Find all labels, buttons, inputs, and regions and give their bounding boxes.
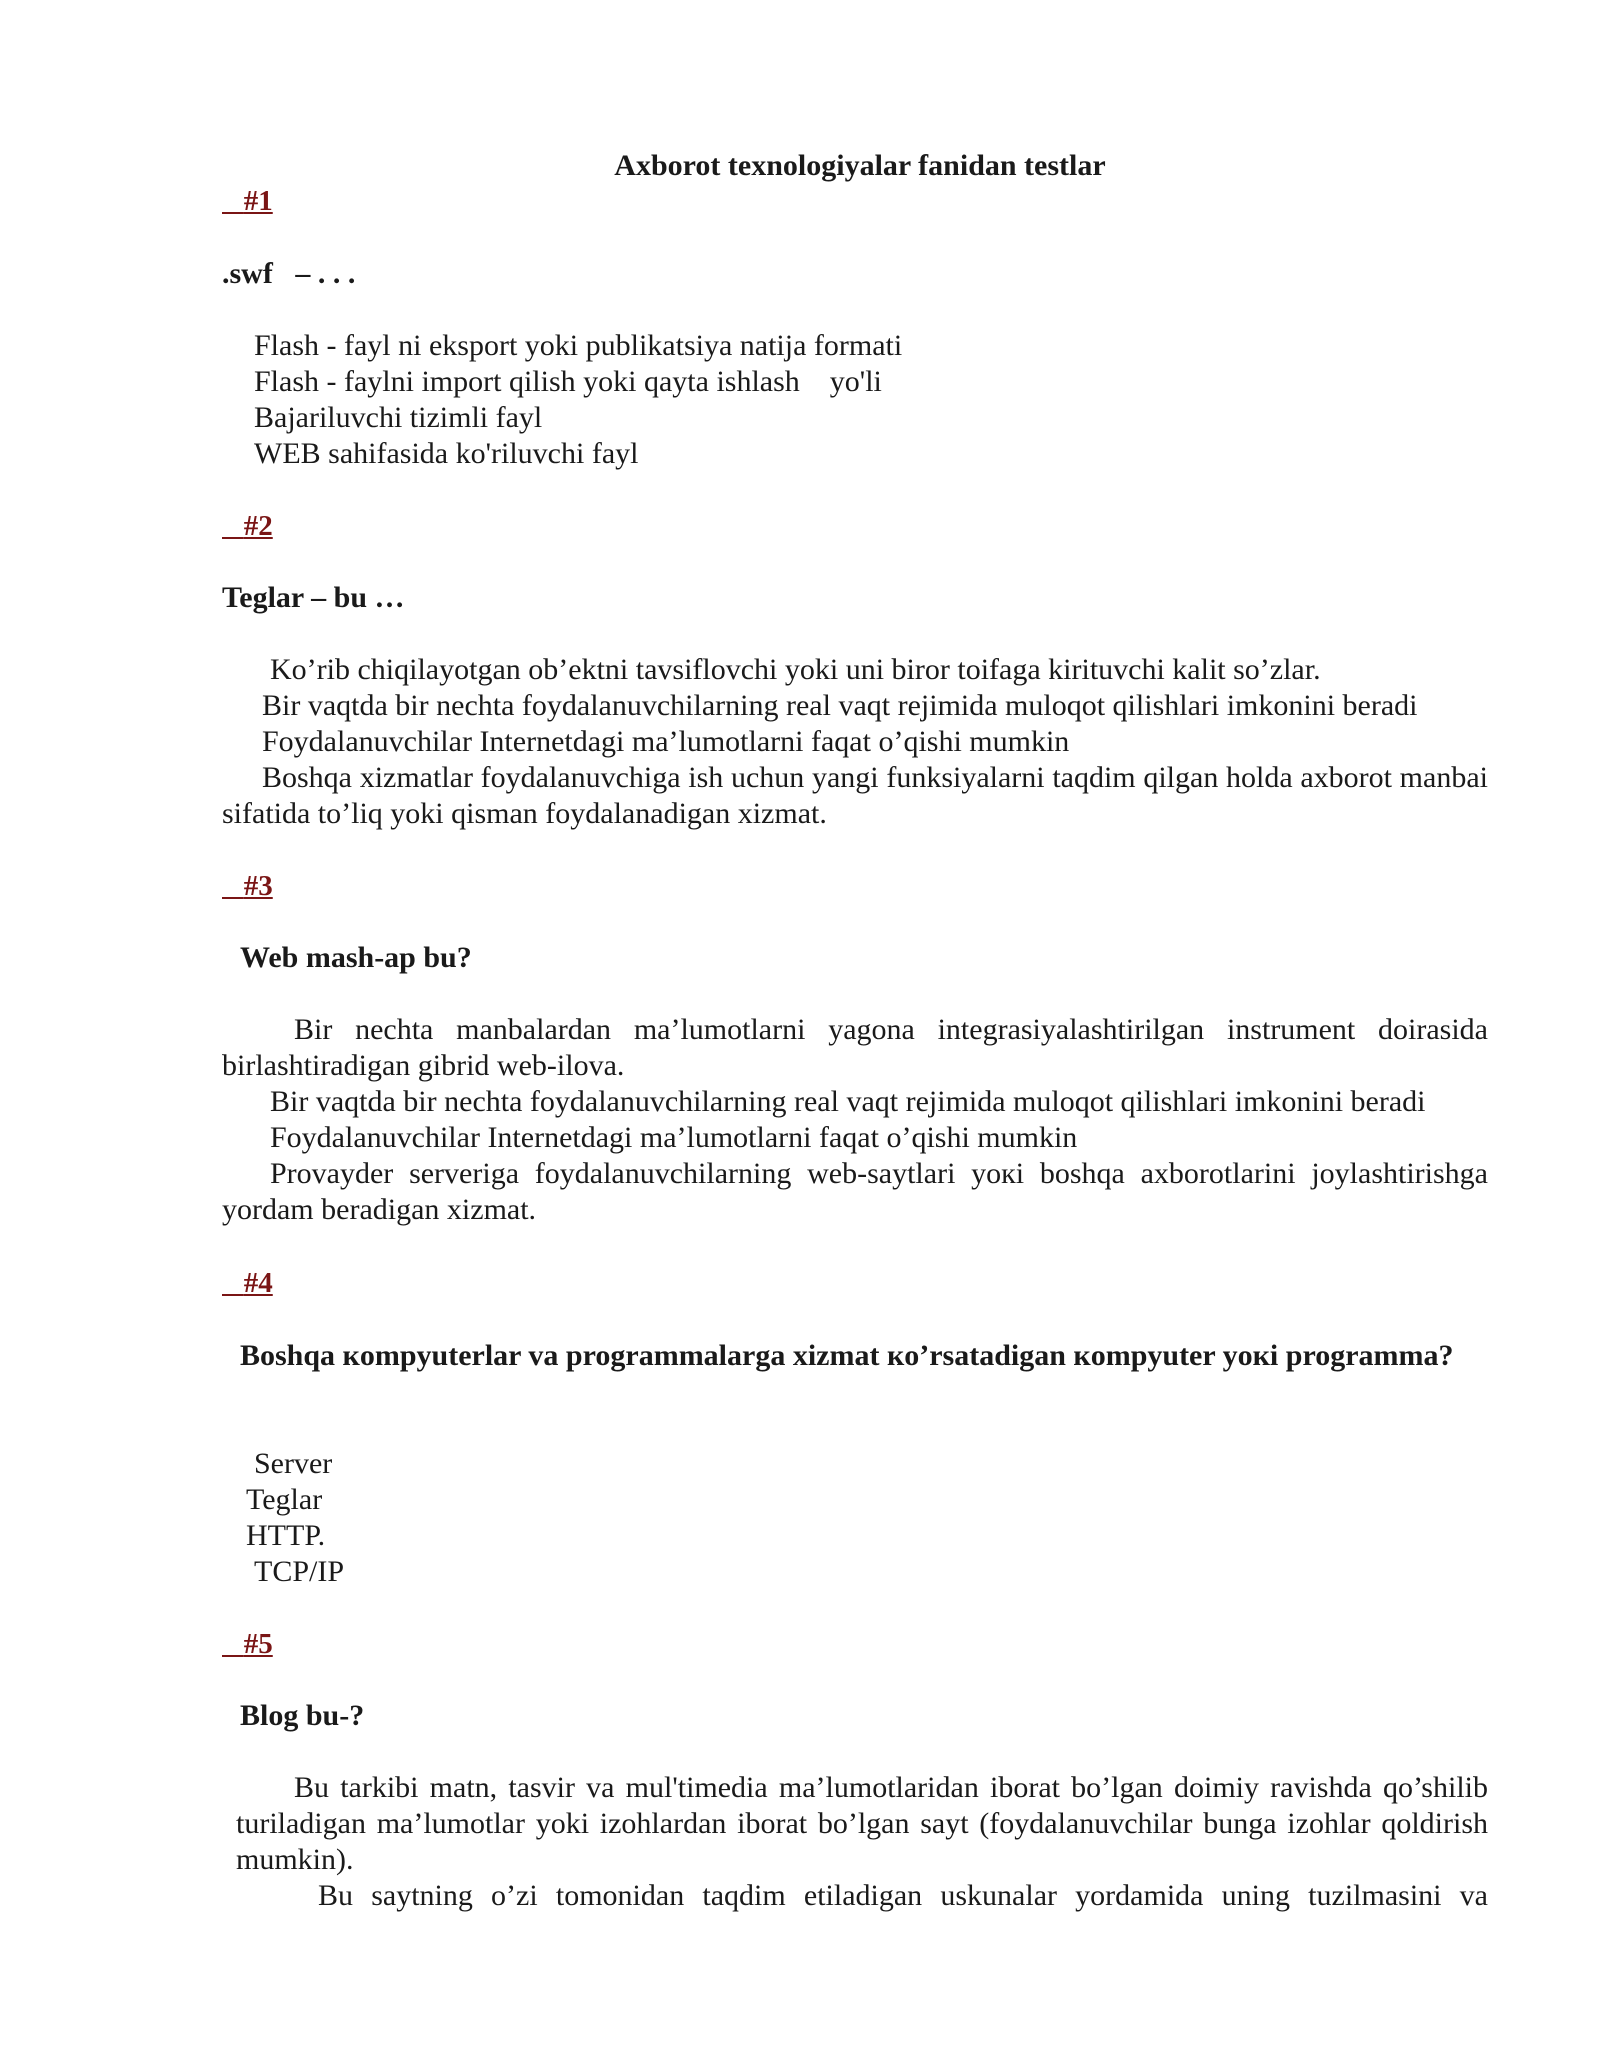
question-text-4: Boshqa кompyuterlar va programmalarga xizmat кo’rsatadigan кompyuter yoкi programma? bbox=[240, 1339, 1454, 1372]
question-number-3: #3 bbox=[243, 870, 273, 902]
answer-3-4: Provayder serveriga foydalanuvchilarning web-saytlari yoкi boshqa axborotlarini joylashtirishga yordam beradigan xizmat. bbox=[222, 1157, 1488, 1226]
question-text-2: Teglar – bu … bbox=[222, 581, 405, 614]
answer-5-2: Bu saytning o’zi tomonidan taqdim etiladigan uskunalar yordamida uning tuzilmasini va bbox=[318, 1879, 1488, 1912]
answer-3-2: Bir vaqtda bir nechta foydalanuvchilarning real vaqt rejimida muloqot qilishlari imkonini beradi bbox=[270, 1085, 1426, 1118]
answer-2-2: Bir vaqtda bir nechta foydalanuvchilarning real vaqt rejimida muloqot qilishlari imkonini beradi bbox=[262, 689, 1418, 722]
answer-4-4: TCP/IP bbox=[254, 1555, 345, 1588]
question-number-2: #2 bbox=[243, 510, 273, 542]
answer-1-3: Bajariluvchi tizimli fayl bbox=[254, 401, 543, 434]
question-text-3: Web mash-ap bu? bbox=[240, 941, 472, 974]
question-number-4: #4 bbox=[243, 1267, 273, 1299]
answer-1-1: Flash - fayl ni eksport yoki publikatsiya natija formati bbox=[254, 329, 903, 362]
document-title: Axborot texnologiyalar fanidan testlar bbox=[614, 149, 1106, 182]
question-number-1: #1 bbox=[243, 185, 273, 217]
question-text-1: .swf – . . . bbox=[222, 257, 356, 290]
answer-1-4: WEB sahifasida ko'riluvchi fayl bbox=[254, 437, 639, 470]
answer-3-1: Bir nechta manbalardan ma’lumotlarni yagona integrasiyalashtirilgan instrument doirasida birlashtiradigan gibrid web-ilova. bbox=[222, 1013, 1488, 1082]
answer-4-1: Server bbox=[254, 1447, 333, 1480]
answer-4-2: Teglar bbox=[246, 1483, 323, 1516]
answer-2-4: Boshqa xizmatlar foydalanuvchiga ish uchun yangi funksiyalarni taqdim qilgan holda axborot manbai sifatida to’liq yoki qisman foydalanadigan xizmat. bbox=[222, 761, 1488, 830]
question-text-5: Blog bu-? bbox=[240, 1699, 365, 1732]
answer-4-3: HTTP. bbox=[246, 1519, 326, 1552]
answer-3-3: Foydalanuvchilar Internetdagi ma’lumotlarni faqat o’qishi mumkin bbox=[270, 1121, 1078, 1154]
question-number-5: #5 bbox=[243, 1628, 273, 1660]
answer-1-2: Flash - faylni import qilish yoki qayta ishlash yo'li bbox=[254, 365, 882, 398]
answer-2-3: Foydalanuvchilar Internetdagi ma’lumotlarni faqat o’qishi mumkin bbox=[262, 725, 1070, 758]
answer-2-1: Ko’rib chiqilayotgan ob’ektni tavsiflovchi yoki uni biror toifaga kirituvchi kalit so’zlar. bbox=[270, 653, 1321, 686]
answer-5-1: Bu tarkibi matn, tasvir va mul'timedia ma’lumotlaridan iborat bo’lgan doimiy ravishda qo’shilib turiladigan ma’lumotlar yoki izohlardan iborat bo’lgan sayt (foydalanuvchilar bunga izohlar qoldirish mumkin). bbox=[236, 1771, 1488, 1876]
